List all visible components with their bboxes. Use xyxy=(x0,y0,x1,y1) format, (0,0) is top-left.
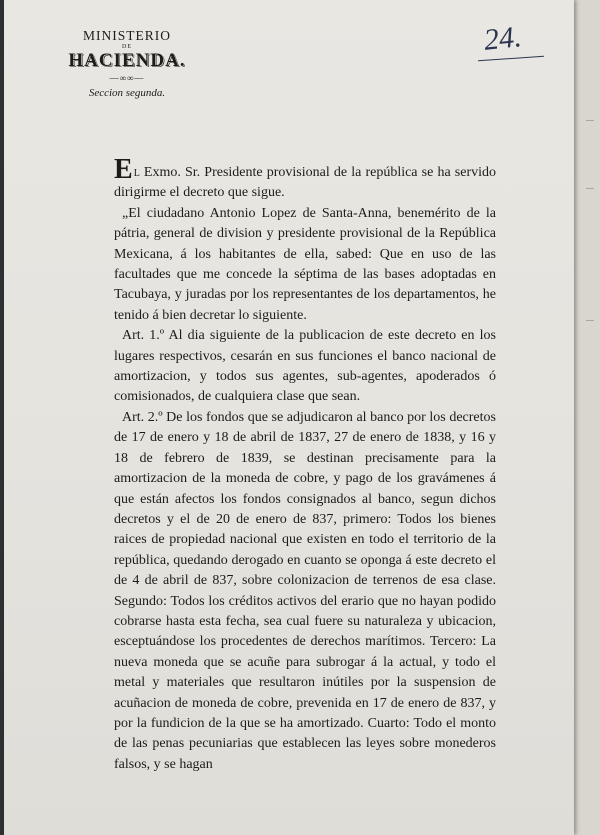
intro-paragraph xyxy=(114,154,496,204)
edge-mark xyxy=(586,120,594,121)
decree-preamble: „El ciudadano Antonio Lopez de Santa-Anna, benemérito de la pátria, general de division y presidente provisional de la República Mexicana, á los habitantes de ella, sabed: Que en uso de las facultades que me concede la séptima de las bases adoptadas en Tacubaya, y juradas por los representantes de los departamentos, he tenido á bien decretar lo siguiente. xyxy=(114,205,496,323)
article-1: Art. 1.º Al dia siguiente de la publicacion de este decreto en los lugares respectivos, cesarán en sus funciones el banco nacional de amortizacion, y todos sus agentes, sub-agentes, apoderados ó comisionados, de cualquiera clase que sean. xyxy=(114,328,496,405)
edge-mark xyxy=(586,320,594,321)
hacienda-title: HACIENDA. xyxy=(68,50,186,71)
edge-mark xyxy=(586,188,594,189)
section-label: Seccion segunda. xyxy=(88,87,166,99)
ministry-de: DE xyxy=(122,44,132,50)
ministry-title: MINISTERIO xyxy=(83,28,171,43)
handwritten-folio-number: 24. xyxy=(482,20,524,57)
drop-cap: E xyxy=(114,154,133,185)
intro-text: Exmo. Sr. Presidente provisional de la república se ha servido dirigirme el decreto que sigue. xyxy=(114,165,496,201)
intro-lead: l xyxy=(133,165,140,180)
ornament-divider: —∞∞— xyxy=(109,73,145,83)
decree-text xyxy=(114,154,496,775)
article-2: Art. 2.º De los fondos que se adjudicaron al banco por los decretos de 17 de enero y 18 de abril de 1837, 27 de enero de 1838, y 16 y 18 de febrero de 1839, se destinan precisamente para la amortizacion de la moneda de cobre, y pago de los gravámenes á que están afectos los fondos consignados al banco, segun dichos decretos y el de 20 de enero de 837, primero: Todos los bienes raices de propiedad nacional que existen en todo el territorio de la república, quedando derogado en cuanto se oponga á este decreto el de 4 de abril de 837, sobre colonizacion de terrenos de esa clase. Segundo: Todos los créditos activos del erario que no hayan podido cobrarse hasta esta fecha, sea cual fuere su naturaleza y ubicacion, esceptuándose los procedentes de derechos marítimos. Tercero: La nueva moneda que se acuñe para subrogar á la actual, y todo el metal y materiales que resultaron inútiles por la suspension de acuñacion de moneda de cobre, prevenida en 17 de enero de 837, y por la fundicion de la que se ha amortizado. Cuarto: Todo el monto de las penas pecuniarias que establecen las leyes sobre monederos falsos, y se hagan xyxy=(114,409,496,772)
letterhead xyxy=(52,28,202,102)
document-page xyxy=(4,0,574,835)
